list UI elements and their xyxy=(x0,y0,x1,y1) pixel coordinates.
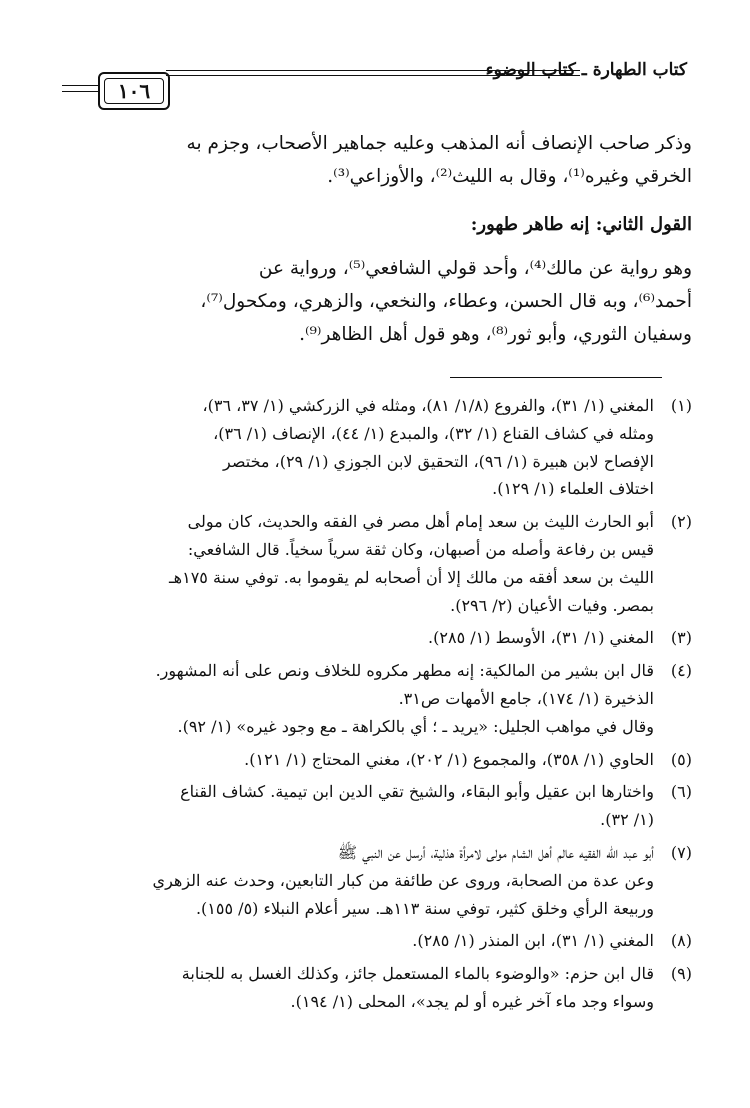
footnote-line: الإفصاح لابن هبيرة (١/ ٩٦)، التحقيق لابن الجوزي (١/ ٢٩)، مختصر xyxy=(223,451,654,471)
footnote-line: المغني (١/ ٣١)، والفروع (١/٨/ ٨١)، ومثله في الزركشي (١/ ٣٧، ٣٦)، xyxy=(202,396,654,415)
text-line: وهو رواية عن مالك⁽⁴⁾، وأحد قولي الشافعي⁽⁵⁾، ورواية عن xyxy=(258,258,692,279)
footnote-line: المغني (١/ ٣١)، ابن المنذر (١/ ٢٨٥). xyxy=(412,931,654,951)
footnote xyxy=(52,960,692,1016)
footnote-line: الليث بن سعد أفقه من مالك إلا أن أصحابه لم يقوموا به. توفي سنة ١٧٥هـ xyxy=(168,567,654,587)
footnote xyxy=(52,839,692,922)
footnote xyxy=(52,778,692,834)
footnote xyxy=(52,392,692,503)
text-line: أحمد⁽⁶⁾، وبه قال الحسن، وعطاء، والنخعي، والزهري، ومكحول⁽⁷⁾، xyxy=(200,291,692,312)
page-header xyxy=(62,58,687,114)
footnote-number: (٨) xyxy=(670,931,692,951)
footnote-line: وعن عدة من الصحابة، وروى عن طائفة من كبار التابعين، وحدث عنه الزهري xyxy=(152,870,654,890)
header-rule xyxy=(166,70,580,71)
footnote-line: وقال في مواهب الجليل: «يريد ـ ؛ أي بالكراهة ـ مع وجود غيره» (١/ ٩٢). xyxy=(177,716,654,736)
footnote xyxy=(52,657,692,740)
footnote xyxy=(52,624,692,652)
footnote xyxy=(52,508,692,619)
page-number: ١٠٦ xyxy=(104,78,164,104)
footnote-number: (٥) xyxy=(670,749,692,769)
footnote-line: وسواء وجد ماء آخر غيره أو لم يجد»، المحلى (١/ ١٩٤). xyxy=(290,991,654,1011)
footnote-line: وربيعة الرأي وخلق كثير، توفي سنة ١١٣هـ. سير أعلام النبلاء (٥/ ١٥٥). xyxy=(195,898,654,918)
footnote xyxy=(52,927,692,955)
footnote-line: ومثله في كشاف القناع (١/ ٣٢)، والمبدع (١/ ٤٤)، الإنصاف (١/ ٣٦)، xyxy=(213,423,654,443)
footnote-line: المغني (١/ ٣١)، الأوسط (١/ ٢٨٥). xyxy=(428,628,654,648)
footnote xyxy=(52,746,692,774)
footnote-line: الذخيرة (١/ ١٧٤)، جامع الأمهات ص٣١. xyxy=(398,688,654,708)
footnote-line: قال ابن بشير من المالكية: إنه مطهر مكروه للخلاف ونص على أنه المشهور. xyxy=(155,661,654,681)
footnote-line: بمصر. وفيات الأعيان (٢/ ٢٩٦). xyxy=(450,595,654,615)
footnote-line: (١/ ٣٢). xyxy=(600,810,654,830)
footnote-separator xyxy=(450,377,662,378)
header-rule xyxy=(166,75,580,76)
header-rule xyxy=(62,85,98,86)
footnote-line: أبو عبد الله الفقيه عالم أهل الشام مولى لامرأة هذلية، أرسل عن النبي ﷺ xyxy=(337,842,654,862)
footnote-line: قال ابن حزم: «والوضوء بالماء المستعمل جائز، وكذلك الغسل به للجنابة xyxy=(181,964,654,984)
footnote-number: (٢) xyxy=(670,512,692,532)
section-heading: القول الثاني: إنه طاهر طهور: xyxy=(470,214,692,235)
footnote-number: (٧) xyxy=(670,842,692,862)
footnote-line: قيس بن رفاعة وأصله من أصبهان، وكان ثقة سرياً سخياً. قال الشافعي: xyxy=(187,539,654,559)
page-number-frame xyxy=(98,72,170,110)
footnote-number: (٣) xyxy=(670,628,692,648)
text-line: وذكر صاحب الإنصاف أنه المذهب وعليه جماهير الأصحاب، وجزم به xyxy=(186,133,692,154)
paragraph xyxy=(56,252,692,351)
header-rule xyxy=(62,91,98,92)
footnote-number: (١) xyxy=(670,396,692,415)
text-line: وسفيان الثوري، وأبو ثور⁽⁸⁾، وهو قول أهل الظاهر⁽⁹⁾. xyxy=(299,324,692,345)
footnote-line: واختارها ابن عقيل وأبو البقاء، والشيخ تقي الدين ابن تيمية. كشاف القناع xyxy=(180,782,654,802)
footnote-line: الحاوي (١/ ٣٥٨)، والمجموع (١/ ٢٠٢)، مغني المحتاج (١/ ١٢١). xyxy=(244,749,654,769)
running-title: كتاب الطهارة ـ كتاب الوضوء xyxy=(485,60,687,80)
footnote-line: اختلاف العلماء (١/ ١٢٩). xyxy=(492,479,654,499)
footnote-line: أبو الحارث الليث بن سعد إمام أهل مصر في الفقه والحديث، كان مولى xyxy=(187,512,654,532)
footnote-number: (٩) xyxy=(670,964,692,984)
footnotes xyxy=(52,392,692,1021)
paragraph xyxy=(56,127,692,193)
footnote-number: (٦) xyxy=(670,782,692,802)
footnote-number: (٤) xyxy=(670,661,692,681)
text-line: الخرقي وغيره⁽¹⁾، وقال به الليث⁽²⁾، والأوزاعي⁽³⁾. xyxy=(327,166,692,187)
